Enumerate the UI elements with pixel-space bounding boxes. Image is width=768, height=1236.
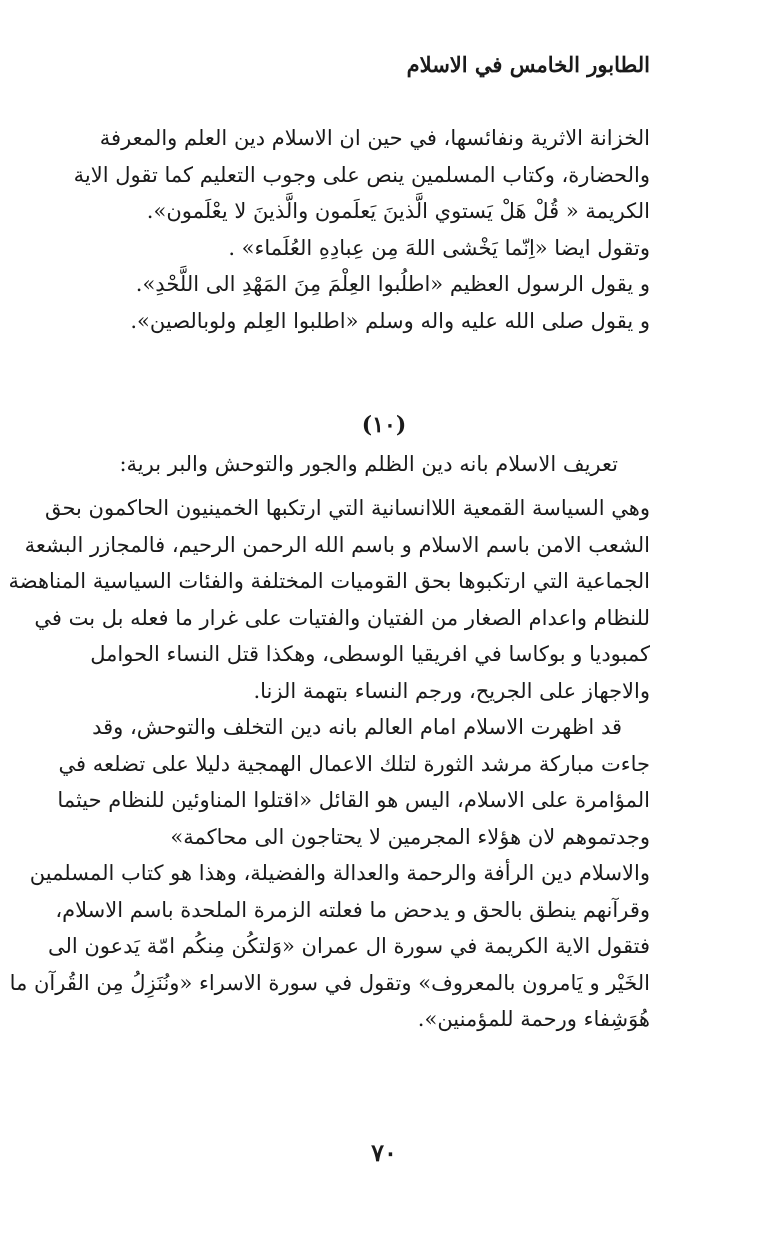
- text-line: وهي السياسة القمعية اللاانسانية التي ارتكبها الخمينيون الحاكمون بحق: [44, 496, 650, 520]
- text-line: و يقول الرسول العظيم «اطلُبوا العِلْمَ مِنَ المَهْدِ الى اللَّحْدِ».: [135, 272, 650, 296]
- text-line: الشعب الامن باسم الاسلام و باسم الله الرحمن الرحيم، فالمجازر البشعة: [24, 532, 650, 557]
- text-line: كمبوديا و بوكاسا في افريقيا الوسطى، وهكذا قتل النساء الحوامل: [90, 642, 650, 666]
- text-line: الخزانة الاثرية ونفائسها، في حين ان الاسلام دين العلم والمعرفة: [99, 126, 650, 150]
- text-line: جاءت مباركة مرشد الثورة لتلك الاعمال الهمجية دليلا على تضلعه في: [58, 751, 650, 776]
- text-line: الكريمة « قُلْ هَلْ يَستوي الَّذينَ يَعلَمون والَّذينَ لا يعْلَمون».: [146, 199, 650, 223]
- text-line: الخَيْر و يَامرون بالمعروف» وتقول في سورة الاسراء «ونُنَزِلُ مِن القُرآن ما: [9, 970, 650, 995]
- page-number: ٧٠: [371, 1138, 397, 1167]
- section-number: (١٠): [361, 412, 407, 438]
- text-line: والحضارة، وكتاب المسلمين ينص على وجوب التعليم كما تقول الاية: [73, 162, 650, 187]
- text-line: وتقول ايضا «اِنّما يَخْشى اللهَ مِن عِبادِهِ العُلَماء» .: [228, 235, 650, 260]
- text-line: هُوَشِفاء ورحمة للمؤمنين».: [417, 1007, 650, 1031]
- text-line: وجدتموهم لان هؤلاء المجرمين لا يحتاجون الى محاكمة»: [170, 824, 650, 849]
- paragraph-1: [73, 120, 650, 339]
- text-line: الجماعية التي ارتكبوها بحق القوميات المختلفة والفئات السياسية المناهضة: [8, 569, 650, 593]
- running-header: الطابور الخامس في الاسلام: [406, 52, 650, 77]
- text-line: فتقول الاية الكريمة في سورة ال عمران «وَلتكُن مِنكُم امّة يَدعون الى: [47, 934, 650, 958]
- text-line: المؤامرة على الاسلام، اليس هو القائل «اقتلوا المناوئين للنظام حيثما: [57, 788, 650, 812]
- text-line: و يقول صلى الله عليه واله وسلم «اطلبوا العِلم ولوبالصين».: [130, 308, 650, 333]
- text-line: قد اظهرت الاسلام امام العالم بانه دين التخلف والتوحش، وقد: [92, 715, 622, 739]
- text-line: للنظام واعدام الصغار من الفتيان والفتيات على غرار ما فعله بل بت في: [34, 605, 650, 630]
- text-line: وقرآنهم ينطق بالحق و يدحض ما فعلته الزمرة الملحدة باسم الاسلام،: [55, 897, 650, 922]
- text-line: والاجهاز على الجريح، ورجم النساء بتهمة الزنا.: [253, 678, 650, 703]
- text-line: والاسلام دين الرأفة والرحمة والعدالة والفضيلة، وهذا هو كتاب المسلمين: [29, 861, 650, 885]
- section-title: تعريف الاسلام بانه دين الظلم والجور والتوحش والبر برية:: [119, 452, 618, 476]
- body-text: [8, 490, 650, 1038]
